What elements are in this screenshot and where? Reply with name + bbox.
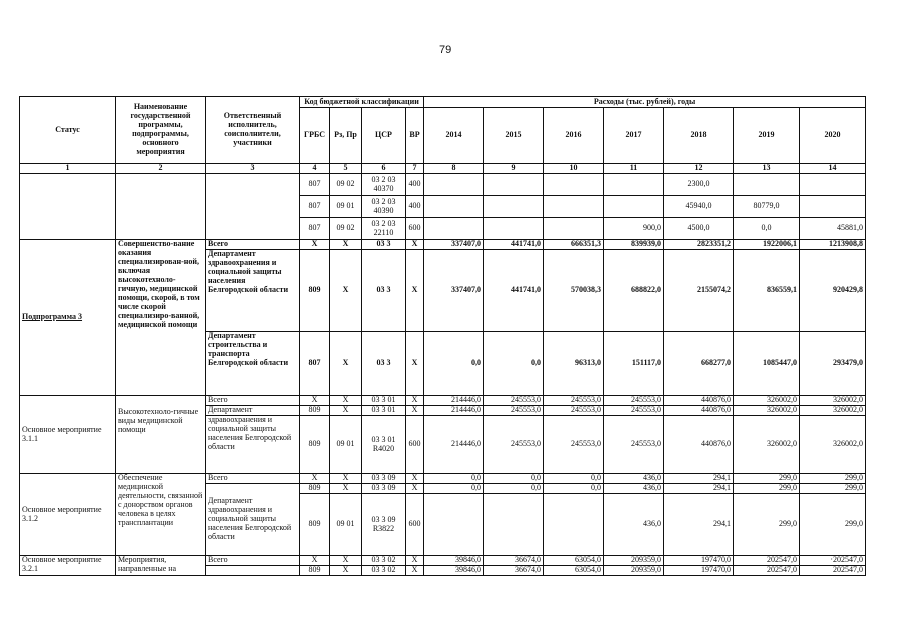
executor-cell: Всего <box>206 240 300 250</box>
value-cell: 202547,0 <box>734 556 800 566</box>
csr-cell: 03 2 03 40390 <box>362 196 406 218</box>
column-number: 2 <box>116 164 206 174</box>
column-number: 14 <box>800 164 866 174</box>
vr-cell: X <box>406 556 424 566</box>
value-cell: 1922006,1 <box>734 240 800 250</box>
vr-cell: X <box>406 484 424 494</box>
value-cell <box>604 174 664 196</box>
rzpr-cell: X <box>330 396 362 406</box>
table-row <box>20 396 866 406</box>
value-cell: 4500,0 <box>664 218 734 240</box>
column-number: 7 <box>406 164 424 174</box>
vr-cell: X <box>406 332 424 396</box>
grbs-cell: 807 <box>300 174 330 196</box>
column-number: 11 <box>604 164 664 174</box>
value-cell: 436,0 <box>604 474 664 484</box>
value-cell <box>484 494 544 556</box>
value-cell: 326002,0 <box>734 406 800 416</box>
value-cell: 0,0 <box>734 218 800 240</box>
value-cell <box>800 196 866 218</box>
value-cell: 299,0 <box>734 474 800 484</box>
value-cell: 920429,8 <box>800 250 866 332</box>
column-number: 8 <box>424 164 484 174</box>
executor-cell: Департамент здравоохранения и социальной защиты населения Белгородской области <box>206 250 300 332</box>
executor-cell: здравоохранения и социальной защиты населения Белгородской области <box>206 416 300 474</box>
csr-cell: 03 3 01 R4020 <box>362 416 406 474</box>
status-cell: Основное мероприятие 3.1.2 <box>20 474 116 556</box>
vr-cell: X <box>406 406 424 416</box>
vr-cell: 400 <box>406 174 424 196</box>
rzpr-cell: 09 01 <box>330 494 362 556</box>
header-grbs: ГРБС <box>300 108 330 164</box>
executor-cell <box>206 174 300 240</box>
table-row <box>20 474 866 484</box>
grbs-cell: 809 <box>300 406 330 416</box>
csr-cell: 03 3 09 <box>362 474 406 484</box>
vr-cell: 600 <box>406 494 424 556</box>
csr-cell: 03 3 <box>362 240 406 250</box>
value-cell <box>734 174 800 196</box>
header-status: Статус <box>20 97 116 164</box>
csr-cell: 03 3 <box>362 250 406 332</box>
name-cell: Совершенство-вание оказания специализирован-ной, включая высокотехноло-гичную, медицинской помощи, скорой, в том числе скорой специализиро-ванной, медицинской помощи <box>116 240 206 396</box>
grbs-cell: 807 <box>300 332 330 396</box>
value-cell: 294,1 <box>664 474 734 484</box>
value-cell: 245553,0 <box>604 396 664 406</box>
value-cell: 0,0 <box>544 484 604 494</box>
value-cell: 441741,0 <box>484 250 544 332</box>
value-cell: 0,0 <box>424 484 484 494</box>
value-cell <box>544 174 604 196</box>
header-year-2014: 2014 <box>424 108 484 164</box>
rzpr-cell: X <box>330 484 362 494</box>
value-cell: 668277,0 <box>664 332 734 396</box>
value-cell: 839939,0 <box>604 240 664 250</box>
value-cell: 326002,0 <box>800 396 866 406</box>
grbs-cell: 809 <box>300 566 330 576</box>
value-cell: 294,1 <box>664 494 734 556</box>
rzpr-cell: X <box>330 250 362 332</box>
csr-cell: 03 3 02 <box>362 566 406 576</box>
value-cell: 441741,0 <box>484 240 544 250</box>
value-cell: 80779,0 <box>734 196 800 218</box>
value-cell: 440876,0 <box>664 396 734 406</box>
value-cell: 294,1 <box>664 484 734 494</box>
value-cell: 436,0 <box>604 484 664 494</box>
value-cell: 2823351,2 <box>664 240 734 250</box>
csr-cell: 03 2 03 40370 <box>362 174 406 196</box>
csr-cell: 03 2 03 22110 <box>362 218 406 240</box>
executor-cell: Всего <box>206 396 300 406</box>
value-cell: 245553,0 <box>484 406 544 416</box>
header-year-2018: 2018 <box>664 108 734 164</box>
name-cell: Мероприятия, направленные на <box>116 556 206 576</box>
grbs-cell: X <box>300 474 330 484</box>
csr-cell: 03 3 09 <box>362 484 406 494</box>
vr-cell: 400 <box>406 196 424 218</box>
executor-cell: Департамент здравоохранения и социальной защиты населения Белгородской области <box>206 484 300 556</box>
value-cell <box>544 196 604 218</box>
rzpr-cell: 09 01 <box>330 416 362 474</box>
value-cell <box>484 218 544 240</box>
executor-cell: Всего <box>206 474 300 484</box>
value-cell: 326002,0 <box>800 406 866 416</box>
csr-cell: 03 3 09 R3822 <box>362 494 406 556</box>
header-budget-classification: Код бюджетной классификации <box>300 97 424 108</box>
grbs-cell: 807 <box>300 218 330 240</box>
value-cell: 836559,1 <box>734 250 800 332</box>
value-cell: 2155074,2 <box>664 250 734 332</box>
value-cell: 293479,0 <box>800 332 866 396</box>
column-number: 5 <box>330 164 362 174</box>
value-cell: 245553,0 <box>484 416 544 474</box>
vr-cell: X <box>406 566 424 576</box>
value-cell: 151117,0 <box>604 332 664 396</box>
value-cell: 326002,0 <box>734 396 800 406</box>
value-cell: 440876,0 <box>664 406 734 416</box>
value-cell: ·202547,0 <box>800 556 866 566</box>
value-cell: 245553,0 <box>604 406 664 416</box>
value-cell: 96313,0 <box>544 332 604 396</box>
value-cell: 245553,0 <box>484 396 544 406</box>
value-cell: 299,0 <box>800 474 866 484</box>
status-cell: Подпрограмма 3 <box>20 240 116 396</box>
column-number: 9 <box>484 164 544 174</box>
value-cell: 299,0 <box>800 494 866 556</box>
executor-cell: Всего <box>206 556 300 566</box>
grbs-cell: X <box>300 556 330 566</box>
value-cell: 209359,0 <box>604 556 664 566</box>
value-cell: 245553,0 <box>544 416 604 474</box>
rzpr-cell: X <box>330 566 362 576</box>
vr-cell: 600 <box>406 218 424 240</box>
grbs-cell: X <box>300 240 330 250</box>
value-cell <box>424 494 484 556</box>
vr-cell: X <box>406 396 424 406</box>
column-number: 12 <box>664 164 734 174</box>
value-cell: 299,0 <box>800 484 866 494</box>
grbs-cell: 809 <box>300 416 330 474</box>
value-cell <box>484 174 544 196</box>
vr-cell: X <box>406 240 424 250</box>
rzpr-cell: X <box>330 474 362 484</box>
value-cell: 214446,0 <box>424 396 484 406</box>
value-cell <box>424 196 484 218</box>
header-name: Наименование государственной программы, подпрограммы, основного мероприятия <box>116 97 206 164</box>
csr-cell: 03 3 01 <box>362 396 406 406</box>
name-cell: Высокотехноло-гичные виды медицинской помощи <box>116 396 206 474</box>
column-number-row <box>20 164 866 174</box>
header-year-2015: 2015 <box>484 108 544 164</box>
value-cell: 45881,0 <box>800 218 866 240</box>
header-rzpr: Рз, Пр <box>330 108 362 164</box>
table-row <box>20 240 866 250</box>
header-year-2017: 2017 <box>604 108 664 164</box>
grbs-cell: 809 <box>300 494 330 556</box>
grbs-cell: X <box>300 396 330 406</box>
grbs-cell: 809 <box>300 250 330 332</box>
value-cell <box>800 174 866 196</box>
header-year-2019: 2019 <box>734 108 800 164</box>
value-cell: 0,0 <box>484 484 544 494</box>
value-cell: 45940,0 <box>664 196 734 218</box>
value-cell: 440876,0 <box>664 416 734 474</box>
rzpr-cell: 09 02 <box>330 218 362 240</box>
csr-cell: 03 3 01 <box>362 406 406 416</box>
grbs-cell: 807 <box>300 196 330 218</box>
grbs-cell: 809 <box>300 484 330 494</box>
value-cell: 63054,0 <box>544 556 604 566</box>
value-cell: 337407,0 <box>424 240 484 250</box>
column-number: 1 <box>20 164 116 174</box>
value-cell: 299,0 <box>734 494 800 556</box>
status-cell: Основное мероприятие 3.1.1 <box>20 396 116 474</box>
rzpr-cell: X <box>330 240 362 250</box>
value-cell: 326002,0 <box>734 416 800 474</box>
value-cell: 245553,0 <box>544 406 604 416</box>
rzpr-cell: X <box>330 332 362 396</box>
vr-cell: X <box>406 474 424 484</box>
value-cell: 0,0 <box>544 474 604 484</box>
value-cell: 1213908,8 <box>800 240 866 250</box>
value-cell: 337407,0 <box>424 250 484 332</box>
value-cell <box>544 218 604 240</box>
rzpr-cell: X <box>330 406 362 416</box>
column-number: 4 <box>300 164 330 174</box>
value-cell: 0,0 <box>424 332 484 396</box>
value-cell: 1085447,0 <box>734 332 800 396</box>
value-cell: 2300,0 <box>664 174 734 196</box>
vr-cell: X <box>406 250 424 332</box>
value-cell: 197470,0 <box>664 566 734 576</box>
csr-cell: 03 3 02 <box>362 556 406 566</box>
value-cell: 245553,0 <box>544 396 604 406</box>
value-cell: 36674,0 <box>484 556 544 566</box>
header-year-2016: 2016 <box>544 108 604 164</box>
value-cell: 666351,3 <box>544 240 604 250</box>
budget-table <box>19 96 866 576</box>
value-cell: 36674,0 <box>484 566 544 576</box>
column-number: 3 <box>206 164 300 174</box>
value-cell: 688822,0 <box>604 250 664 332</box>
name-cell <box>116 174 206 240</box>
header-expenses: Расходы (тыс. рублей), годы <box>424 97 866 108</box>
value-cell: 0,0 <box>484 474 544 484</box>
name-cell: Обеспечение медицинской деятельности, связанной с донорством органов человека в целях трансплантации <box>116 474 206 556</box>
executor-cell: Департамент <box>206 406 300 416</box>
value-cell: 209359,0 <box>604 566 664 576</box>
header-csr: ЦСР <box>362 108 406 164</box>
status-cell: Основное мероприятие 3.2.1 <box>20 556 116 576</box>
rzpr-cell: 09 02 <box>330 174 362 196</box>
value-cell <box>424 174 484 196</box>
value-cell: 63054,0 <box>544 566 604 576</box>
column-number: 10 <box>544 164 604 174</box>
vr-cell: 600 <box>406 416 424 474</box>
value-cell: 39846,0 <box>424 566 484 576</box>
header-executor: Ответственный исполнитель, соисполнители, участники <box>206 97 300 164</box>
value-cell <box>604 196 664 218</box>
value-cell: 570038,3 <box>544 250 604 332</box>
value-cell: 214446,0 <box>424 416 484 474</box>
value-cell: 197470,0 <box>664 556 734 566</box>
rzpr-cell: 09 01 <box>330 196 362 218</box>
value-cell <box>484 196 544 218</box>
value-cell: 245553,0 <box>604 416 664 474</box>
table-row <box>20 174 866 196</box>
table-row <box>20 556 866 566</box>
value-cell: 0,0 <box>484 332 544 396</box>
value-cell: 299,0 <box>734 484 800 494</box>
value-cell: 0,0 <box>424 474 484 484</box>
executor-cell <box>206 566 300 576</box>
header-year-2020: 2020 <box>800 108 866 164</box>
value-cell: 202547,0 <box>734 566 800 576</box>
value-cell <box>424 218 484 240</box>
header-vr: ВР <box>406 108 424 164</box>
csr-cell: 03 3 <box>362 332 406 396</box>
executor-cell: Департамент строительства и транспорта Белгородской области <box>206 332 300 396</box>
column-number: 13 <box>734 164 800 174</box>
rzpr-cell: X <box>330 556 362 566</box>
column-number: 6 <box>362 164 406 174</box>
value-cell <box>544 494 604 556</box>
status-cell <box>20 174 116 240</box>
value-cell: 214446,0 <box>424 406 484 416</box>
value-cell: 900,0 <box>604 218 664 240</box>
value-cell: 202547,0 <box>800 566 866 576</box>
value-cell: 326002,0 <box>800 416 866 474</box>
value-cell: 436,0 <box>604 494 664 556</box>
page-number: 79 <box>439 44 452 56</box>
value-cell: 39846,0 <box>424 556 484 566</box>
